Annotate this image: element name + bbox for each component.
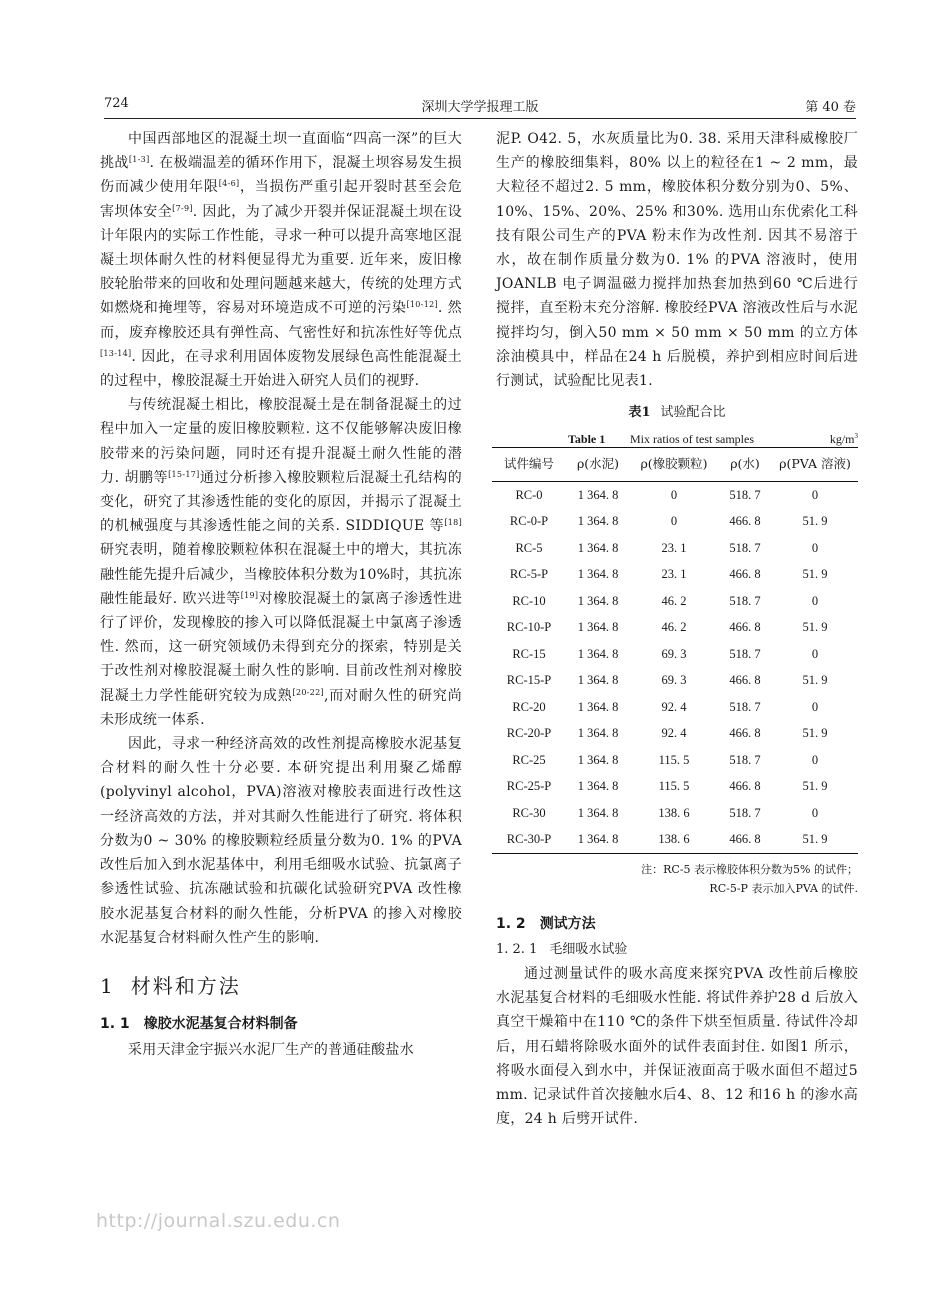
table-cell: 51. 9 xyxy=(802,673,828,688)
citation: [19] xyxy=(240,590,259,600)
watermark-url: http://journal.szu.edu.cn xyxy=(96,1210,341,1232)
table-cell: 0 xyxy=(811,699,819,714)
table-cell: RC-10 xyxy=(512,593,546,608)
table-cell: 92. 4 xyxy=(661,726,687,741)
table-header-cell: 试件编号 xyxy=(492,448,566,481)
table-cell: 1 364. 8 xyxy=(577,805,619,820)
table-cell: 518. 7 xyxy=(729,540,761,555)
table-cell: 518. 7 xyxy=(729,699,761,714)
table-cell: 69. 3 xyxy=(661,646,687,661)
running-header xyxy=(104,96,856,119)
table-cell: 1 364. 8 xyxy=(577,567,619,582)
right-column xyxy=(496,127,858,1131)
table-cell: 51. 9 xyxy=(802,567,828,582)
table-cell: RC-15 xyxy=(512,646,546,661)
table-cell: 1 364. 8 xyxy=(577,699,619,714)
table-caption-cn: 表1 试验配合比 xyxy=(628,405,726,421)
table-cell: 1 364. 8 xyxy=(577,673,619,688)
table-cell: 51. 9 xyxy=(802,726,828,741)
table-note: 注：RC-5 表示橡胶体积分数为5% 的试件； RC-5-P 表示加入PVA 的试件. xyxy=(641,862,858,895)
table-unit: $kg/m^3$ xyxy=(829,432,858,447)
table-cell: RC-0 xyxy=(515,487,543,502)
table-cell: 0 xyxy=(811,593,819,608)
table-header-cell: ρ(水泥) xyxy=(566,448,630,481)
table-cell: 518. 7 xyxy=(729,752,761,767)
table-cell: 466. 8 xyxy=(729,620,761,635)
subsubsection-heading-1-2-1: 1. 2. 1 毛细吸水试验 xyxy=(496,941,628,957)
subsection-heading-1-1: 1. 1 橡胶水泥基复合材料制备 xyxy=(100,1016,298,1033)
table-cell: 466. 8 xyxy=(729,567,761,582)
table-cell: 1 364. 8 xyxy=(577,752,619,767)
table-row xyxy=(492,614,858,641)
table-row xyxy=(492,588,858,615)
citation: [18] xyxy=(444,518,462,528)
table-row xyxy=(492,535,858,562)
left-column xyxy=(100,127,462,1063)
citation: [4-6] xyxy=(218,179,240,189)
table-cell: 0 xyxy=(811,805,819,820)
table-header-cell: ρ(橡胶颗粒) xyxy=(630,448,718,481)
citation: [7-9] xyxy=(172,203,193,213)
table-cell: RC-30 xyxy=(512,805,546,820)
table-cell: 51. 9 xyxy=(772,826,858,853)
table-cell: 115. 5 xyxy=(658,779,690,794)
table-cell: 1 364. 8 xyxy=(577,646,619,661)
table-row xyxy=(492,641,858,668)
table-row xyxy=(492,481,858,508)
citation: [10-12] xyxy=(406,300,438,310)
table-header-cell: ρ(水) xyxy=(718,448,772,481)
mix-ratio-table xyxy=(492,447,858,853)
table-cell: 23. 1 xyxy=(661,567,687,582)
table-cell: 1 364. 8 xyxy=(577,540,619,555)
table-cell: 51. 9 xyxy=(802,514,828,529)
table-cell: 0 xyxy=(811,540,819,555)
table-cell: 466. 8 xyxy=(718,826,772,853)
subsection-heading-1-2: 1. 2 测试方法 xyxy=(496,915,596,932)
table-cell: RC-20-P xyxy=(506,726,552,741)
table-cell: 518. 7 xyxy=(729,805,761,820)
table-cell: RC-20 xyxy=(512,699,546,714)
paragraph-materials-cont: 泥P. O42. 5，水灰质量比为0. 38. 采用天津科威橡胶厂生产的橡胶细集料，80% 以上的粒径在1 ~ 2 mm，最大粒径不超过2. 5 mm，橡胶体积分数分别为0、5%、10%、15%、20%、25% 和30%. 选用山东优索化工科技有限公司生产的PVA 粉末作为改性剂. 因其不易溶于水，故在制作质量分数为0. 1% 的PVA 溶液时，使用JOANLB 电子调温磁力搅拌加热套加热到60 ℃后进行搅拌，直至粉末充分溶解. 橡胶经PVA 溶液改性后与水泥搅拌均匀，倒入50 mm × 50 mm × 50 mm 的立方体涂油模具中，样品在24 h 后脱模，养护到相应时间后进行测试，试验配比见表1. xyxy=(496,131,858,390)
table-row xyxy=(492,561,858,588)
table-cell: 1 364. 8 xyxy=(577,487,619,502)
table-cell: 1 364. 8 xyxy=(566,826,630,853)
table-row xyxy=(492,667,858,694)
table-cell: RC-5-P xyxy=(509,567,549,582)
citation: [13-14] xyxy=(100,348,132,358)
table-row xyxy=(492,826,858,853)
table-cell: 0 xyxy=(811,487,819,502)
table-cell: RC-30-P xyxy=(492,826,566,853)
table-cell: 69. 3 xyxy=(661,673,687,688)
table-cell: 92. 4 xyxy=(661,699,687,714)
table-row xyxy=(492,747,858,774)
paragraph-materials: 采用天津金宇振兴水泥厂生产的普通硅酸盐水 xyxy=(128,1042,414,1059)
table-cell: 51. 9 xyxy=(802,620,828,635)
table-row xyxy=(492,773,858,800)
table-row xyxy=(492,720,858,747)
paragraph-intro-2: 与传统混凝土相比，橡胶混凝土是在制备混凝土的过程中加入一定量的废旧橡胶颗粒. 这不仅能够解决废旧橡胶带来的污染问题，同时还有提升混凝土耐久性能的潜力. 胡鹏等[15-17]通过分析掺入橡胶颗粒后混凝土孔结构的变化，研究了其渗透性能的变化的原因，并揭示了混凝土的机械强度与其渗透性能之间的关系. SIDDIQUE 等[18]研究表明，随着橡胶颗粒体积在混凝土中的增大，其抗冻融性能先提升后减少，当橡胶体积分数为10%时，其抗冻融性能最好. 欧兴进等[19]对橡胶混凝土的氯离子渗透性进行了评价，发现橡胶的掺入可以降低混凝土中氯离子渗透性. 然而，这一研究领域仍未得到充分的探索，特别是关于改性剂对橡胶混凝土耐久性的影响. 目前改性剂对橡胶混凝土力学性能研究较为成熟[20-22],而对耐久性的研究尚未形成统一体系. xyxy=(100,397,463,728)
table-cell: 0 xyxy=(670,487,678,502)
journal-name: 深圳大学学报理工版 xyxy=(421,100,539,115)
citation: [20-22] xyxy=(292,687,324,697)
paragraph-intro-3: 因此，寻求一种经济高效的改性剂提高橡胶水泥基复合材料的耐久性十分必要. 本研究提出利用聚乙烯醇(polyvinyl alcohol，PVA)溶液对橡胶表面进行改性这一经济高效的方法，并对其耐久性能进行了研究. 将体积分数为0 ~ 30% 的橡胶颗粒经质量分数为0. 1% 的PVA 改性后加入到水泥基体中，利用毛细吸水试验、抗氯离子参透性试验、抗冻融试验和抗碳化试验研究PVA 改性橡胶水泥基复合材料的耐久性能，分析PVA 的掺入对橡胶水泥基复合材料耐久性产生的影响. xyxy=(100,736,462,946)
table-cell: 518. 7 xyxy=(729,646,761,661)
table-cell: 138. 6 xyxy=(630,826,718,853)
table-cell: RC-0-P xyxy=(509,514,549,529)
table-cell: 518. 7 xyxy=(729,593,761,608)
table-row xyxy=(492,694,858,721)
table-cell: 518. 7 xyxy=(729,487,761,502)
section-heading-1: 1 材料和方法 xyxy=(100,973,241,998)
table-cell: 466. 8 xyxy=(729,673,761,688)
table-cell: 115. 5 xyxy=(658,752,690,767)
table-cell: 1 364. 8 xyxy=(577,514,619,529)
paragraph-intro-1: 中国西部地区的混凝土坝一直面临“四高一深”的巨大挑战[1-3]. 在极端温差的循环作用下，混凝土坝容易发生损伤而减少使用年限[4-6]，当损伤严重引起开裂时甚至会危害坝体安全[7-9]. 因此，为了减少开裂并保证混凝土坝在设计年限内的实际工作性能，寻求一种可以提升高寒地区混凝土坝体耐久性的材料便显得尤为重要. 近年来，废旧橡胶轮胎带来的回收和处理问题越来越大，传统的处理方式如燃烧和掩埋等，容易对环境造成不可逆的污染[10-12]. 然而，废弃橡胶还具有弹性高、气密性好和抗冻性好等优点[13-14]. 因此，在寻求利用固体废物发展绿色高性能混凝土的过程中，橡胶混凝土开始进入研究人员们的视野. xyxy=(100,131,463,390)
table-cell: 1 364. 8 xyxy=(577,779,619,794)
table-cell: 46. 2 xyxy=(661,620,687,635)
table-cell: 51. 9 xyxy=(802,779,828,794)
table-cell: 1 364. 8 xyxy=(577,620,619,635)
table-header-cell: ρ(PVA 溶液) xyxy=(772,448,858,481)
paragraph-capillary-test: 通过测量试件的吸水高度来探究PVA 改性前后橡胶水泥基复合材料的毛细吸水性能. 将试件养护28 d 后放入真空干燥箱中在110 ℃的条件下烘至恒质量. 待试件冷却后，用石蜡将除吸水面外的试件表面封住. 如图1 所示，将吸水面侵入到水中，并保证液面高于吸水面但不超过5 mm. 记录试件首次接触水后4、8、12 和16 h 的渗水高度，24 h 后劈开试件. xyxy=(496,966,858,1128)
table-cell: 466. 8 xyxy=(729,514,761,529)
table-cell: 23. 1 xyxy=(661,540,687,555)
table-cell: RC-25 xyxy=(512,752,546,767)
table-cell: 0 xyxy=(811,646,819,661)
page-number: 724 xyxy=(104,96,129,111)
table-cell: RC-10-P xyxy=(506,620,552,635)
table-cell: 0 xyxy=(670,514,678,529)
volume-label: 第 40 卷 xyxy=(805,100,856,115)
table-cell: 138. 6 xyxy=(658,805,690,820)
table-cell: 0 xyxy=(811,752,819,767)
table-cell: RC-25-P xyxy=(506,779,552,794)
table-cell: RC-5 xyxy=(515,540,543,555)
table-caption-en: Table 1 Mix ratios of test samples $kg/m^3$ xyxy=(496,427,858,447)
table-cell: RC-15-P xyxy=(506,673,552,688)
table-cell: 1 364. 8 xyxy=(577,726,619,741)
citation: [1-3] xyxy=(128,155,150,165)
citation: [15-17] xyxy=(168,469,200,479)
table-cell: 1 364. 8 xyxy=(577,593,619,608)
table-cell: 466. 8 xyxy=(729,726,761,741)
table-cell: 46. 2 xyxy=(661,593,687,608)
table-cell: 466. 8 xyxy=(729,779,761,794)
table-row xyxy=(492,800,858,827)
table-row xyxy=(492,508,858,535)
